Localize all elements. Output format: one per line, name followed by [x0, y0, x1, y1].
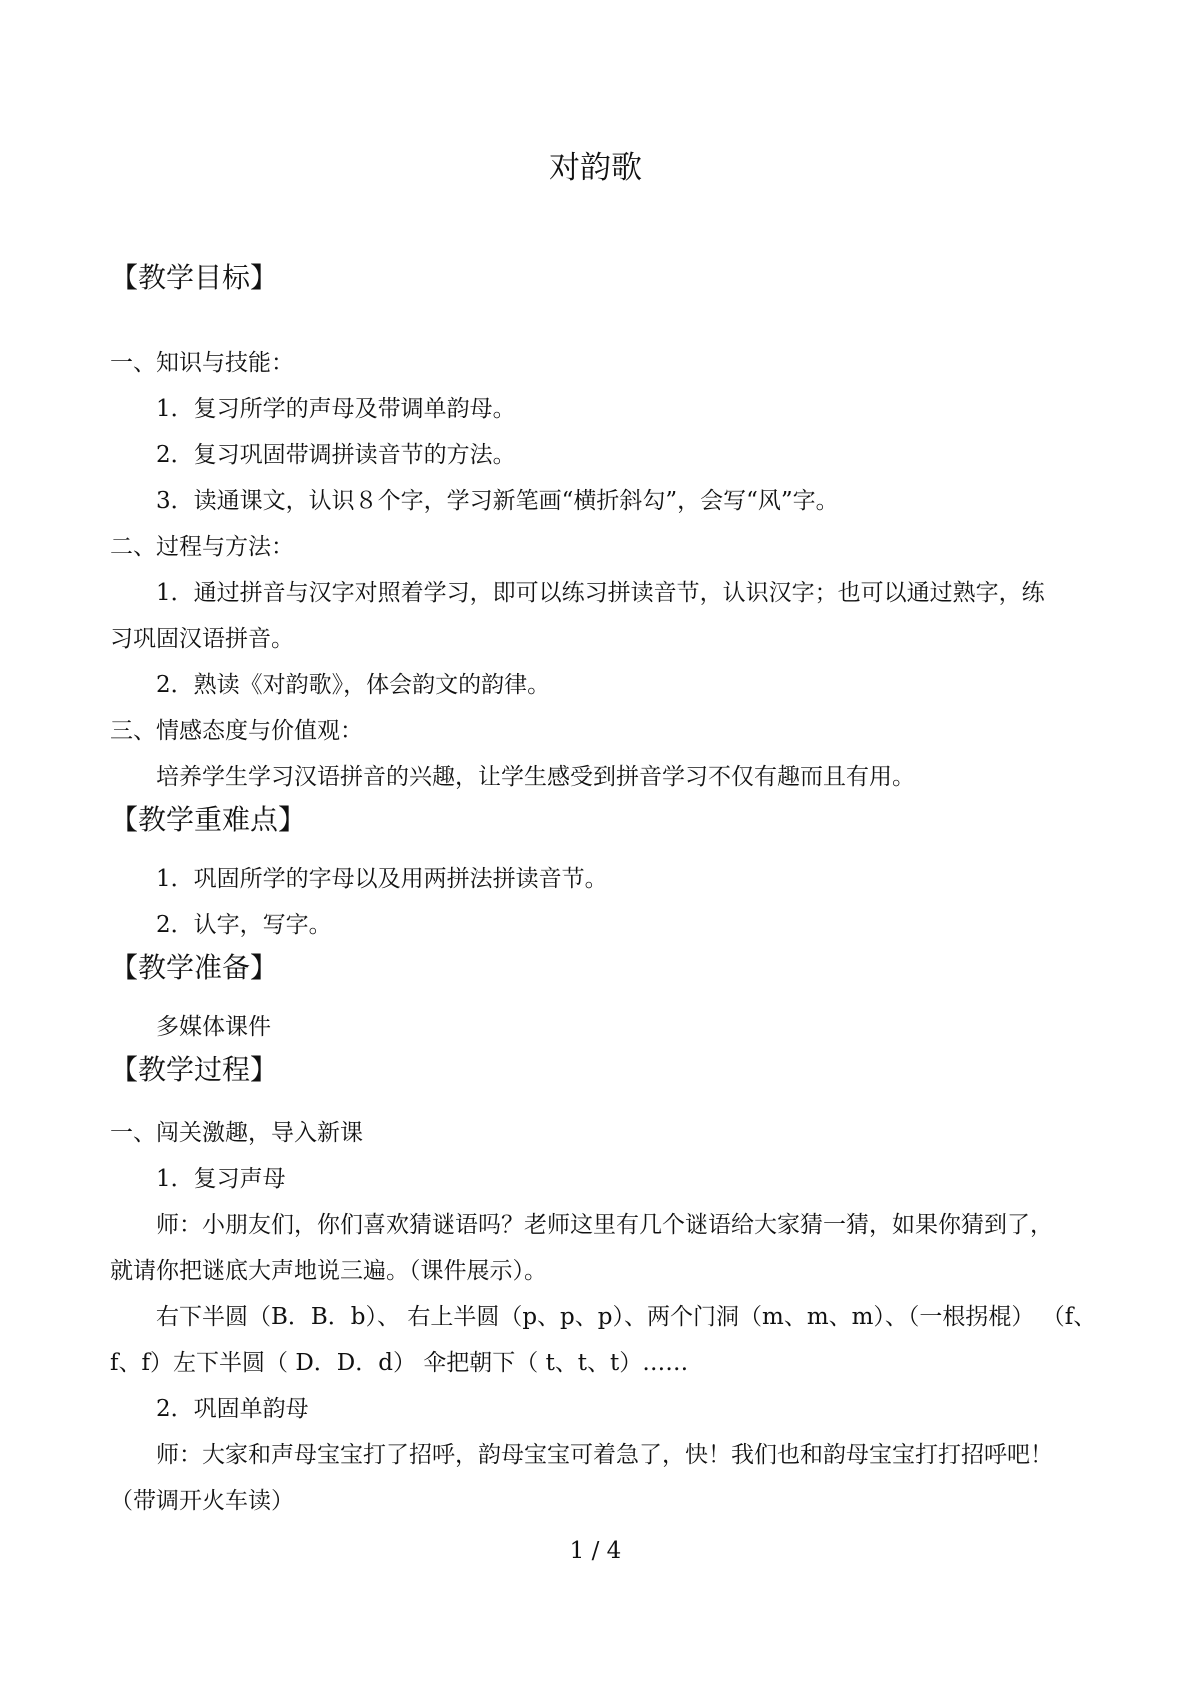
goals-part-process: 二、过程与方法： — [110, 534, 294, 560]
process-item-2: 2．熟读《对韵歌》，体会韵文的韵律。 — [156, 672, 551, 698]
goals-item-3: 3．读通课文，认识８个字，学习新笔画“横折斜勾”，会写“风”字。 — [156, 488, 839, 514]
process-step-1: 一、闯关激趣，导入新课 — [110, 1120, 363, 1146]
goals-part-attitude: 三、情感态度与价值观： — [110, 718, 363, 744]
key-point-1: 1．巩固所学的字母以及用两拼法拼读音节。 — [156, 866, 608, 892]
heading-teaching-goals: 【教学目标】 — [110, 261, 279, 294]
review-initials-title: 1．复习声母 — [156, 1166, 286, 1192]
goals-item-1: 1．复习所学的声母及带调单韵母。 — [156, 396, 516, 422]
key-point-2: 2．认字，写字。 — [156, 912, 332, 938]
heading-teaching-process: 【教学过程】 — [110, 1053, 279, 1086]
heading-key-points: 【教学重难点】 — [110, 803, 307, 836]
riddle-paragraph-line2: 就请你把谜底大声地说三遍。（课件展示）。 — [110, 1258, 547, 1284]
riddle-paragraph-line1: 师：小朋友们，你们喜欢猜谜语吗？老师这里有几个谜语给大家猜一猜，如果你猜到了， — [156, 1212, 1053, 1238]
document-title: 对韵歌 — [549, 150, 642, 186]
review-finals-title: 2．巩固单韵母 — [156, 1396, 309, 1422]
riddle-list-line1: 右下半圆（B．B．b）、 右上半圆（p、p、p）、两个门洞（m、m、m）、（一根拐棍） （f、 — [156, 1304, 1097, 1330]
goals-item-2: 2．复习巩固带调拼读音节的方法。 — [156, 442, 516, 468]
riddle-list-line2: f、f）左下半圆（ D．D．d） 伞把朝下（ t、t、t）…… — [110, 1350, 689, 1376]
process-item-1-line1: 1．通过拼音与汉字对照着学习，即可以练习拼读音节，认识汉字；也可以通过熟字，练 — [156, 580, 1045, 606]
process-item-1-line2: 习巩固汉语拼音。 — [110, 626, 294, 652]
finals-note: （带调开火车读） — [110, 1488, 294, 1514]
finals-paragraph: 师：大家和声母宝宝打了招呼，韵母宝宝可着急了，快！我们也和韵母宝宝打打招呼吧！ — [156, 1442, 1053, 1468]
heading-preparation: 【教学准备】 — [110, 951, 279, 984]
preparation-text: 多媒体课件 — [156, 1014, 271, 1040]
attitude-text: 培养学生学习汉语拼音的兴趣，让学生感受到拼音学习不仅有趣而且有用。 — [156, 764, 915, 790]
goals-part-knowledge: 一、知识与技能： — [110, 350, 294, 376]
page-number: 1 / 4 — [569, 1538, 622, 1564]
